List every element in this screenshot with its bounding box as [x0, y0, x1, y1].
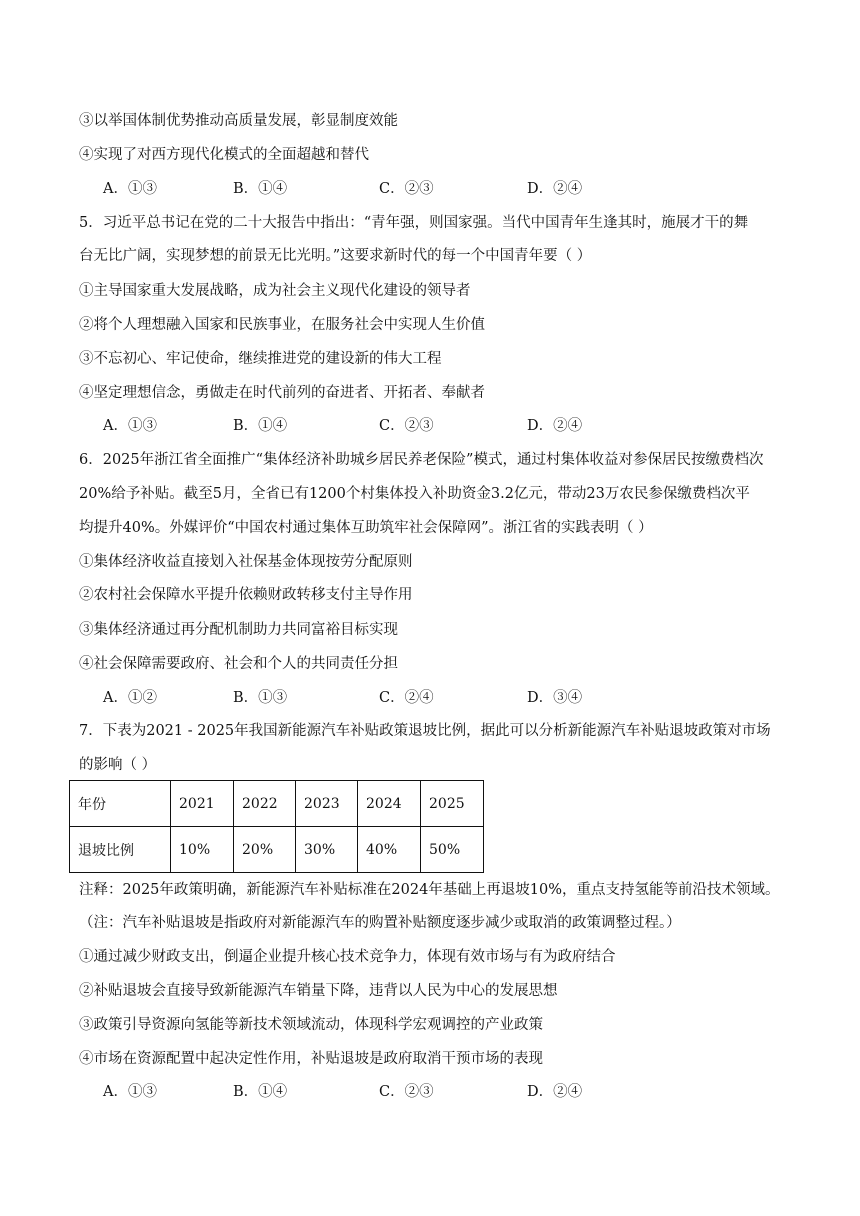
q7-option-a[interactable]: A．①③ — [103, 1084, 157, 1100]
q6-option-c[interactable]: C．②④ — [379, 690, 434, 706]
q4-option-a[interactable]: A．①③ — [103, 181, 157, 197]
q4-item-4: ④实现了对西方现代化模式的全面超越和替代 — [79, 147, 369, 163]
table-cell: 年份 — [70, 781, 171, 827]
q7-item-2: ②补贴退坡会直接导致新能源汽车销量下降，违背以人民为中心的发展思想 — [79, 983, 558, 999]
table-cell: 20% — [234, 827, 296, 873]
q5-option-a[interactable]: A．①③ — [103, 418, 157, 434]
table-header-row — [70, 781, 484, 827]
q6-stem-line-3: 均提升40%。外媒评价“中国农村通过集体互助筑牢社会保障网”。浙江省的实践表明（ ） — [79, 520, 653, 536]
q7-item-4: ④市场在资源配置中起决定性作用，补贴退坡是政府取消干预市场的表现 — [79, 1051, 543, 1067]
q7-item-1: ①通过减少财政支出，倒逼企业提升核心技术竞争力，体现有效市场与有为政府结合 — [79, 949, 616, 965]
q7-item-3: ③政策引导资源向氢能等新技术领域流动，体现科学宏观调控的产业政策 — [79, 1017, 543, 1033]
q5-option-d[interactable]: D．②④ — [527, 418, 583, 434]
table-cell: 2022 — [234, 781, 296, 827]
table-cell: 40% — [358, 827, 421, 873]
q6-stem-line-1: 6．2025年浙江省全面推广“集体经济补助城乡居民养老保险”模式，通过村集体收益对参保居民按缴费档次 — [79, 452, 764, 468]
q6-option-b[interactable]: B．①③ — [233, 690, 288, 706]
q6-option-a[interactable]: A．①② — [103, 690, 157, 706]
q4-option-c[interactable]: C．②③ — [379, 181, 434, 197]
table-cell: 2025 — [421, 781, 484, 827]
q4-item-3: ③以举国体制优势推动高质量发展，彰显制度效能 — [79, 113, 398, 129]
q5-item-2: ②将个人理想融入国家和民族事业，在服务社会中实现人生价值 — [79, 317, 485, 333]
q4-option-d[interactable]: D．②④ — [527, 181, 583, 197]
table-cell: 2024 — [358, 781, 421, 827]
q5-item-4: ④坚定理想信念，勇做走在时代前列的奋进者、开拓者、奉献者 — [79, 385, 485, 401]
q7-note-1: 注释：2025年政策明确，新能源汽车补贴标准在2024年基础上再退坡10%，重点支持氢能等前沿技术领域。 — [79, 882, 780, 898]
q5-option-b[interactable]: B．①④ — [233, 418, 288, 434]
q5-item-1: ①主导国家重大发展战略，成为社会主义现代化建设的领导者 — [79, 283, 471, 299]
table-cell: 30% — [296, 827, 358, 873]
table-cell: 2021 — [171, 781, 234, 827]
q6-item-3: ③集体经济通过再分配机制助力共同富裕目标实现 — [79, 622, 398, 638]
q5-item-3: ③不忘初心、牢记使命，继续推进党的建设新的伟大工程 — [79, 351, 442, 367]
q6-item-1: ①集体经济收益直接划入社保基金体现按劳分配原则 — [79, 554, 413, 570]
q5-stem-line-1: 5．习近平总书记在党的二十大报告中指出：“青年强，则国家强。当代中国青年生逢其时，施展才干的舞 — [79, 215, 749, 231]
q5-option-c[interactable]: C．②③ — [379, 418, 434, 434]
q6-stem-line-2: 20%给予补贴。截至5月，全省已有1200个村集体投入补助资金3.2亿元，带动23万农民参保缴费档次平 — [79, 486, 750, 502]
q5-stem-line-2: 台无比广阔，实现梦想的前景无比光明。”这要求新时代的每一个中国青年要（ ） — [79, 248, 592, 264]
table-cell: 50% — [421, 827, 484, 873]
q4-option-b[interactable]: B．①④ — [233, 181, 288, 197]
table-cell: 退坡比例 — [70, 827, 171, 873]
subsidy-table — [69, 780, 484, 873]
q7-stem-line-2: 的影响（ ） — [79, 757, 157, 773]
q7-option-d[interactable]: D．②④ — [527, 1084, 583, 1100]
q7-option-c[interactable]: C．②③ — [379, 1084, 434, 1100]
q6-item-2: ②农村社会保障水平提升依赖财政转移支付主导作用 — [79, 587, 413, 603]
table-cell: 10% — [171, 827, 234, 873]
q7-stem-line-1: 7．下表为2021 - 2025年我国新能源汽车补贴政策退坡比例，据此可以分析新能源汽车补贴退坡政策对市场 — [79, 723, 771, 739]
table-cell: 2023 — [296, 781, 358, 827]
q6-option-d[interactable]: D．③④ — [527, 690, 583, 706]
q7-option-b[interactable]: B．①④ — [233, 1084, 288, 1100]
q7-note-2: （注：汽车补贴退坡是指政府对新能源汽车的购置补贴额度逐步减少或取消的政策调整过程。） — [79, 915, 681, 931]
table-row — [70, 827, 484, 873]
q6-item-4: ④社会保障需要政府、社会和个人的共同责任分担 — [79, 656, 398, 672]
